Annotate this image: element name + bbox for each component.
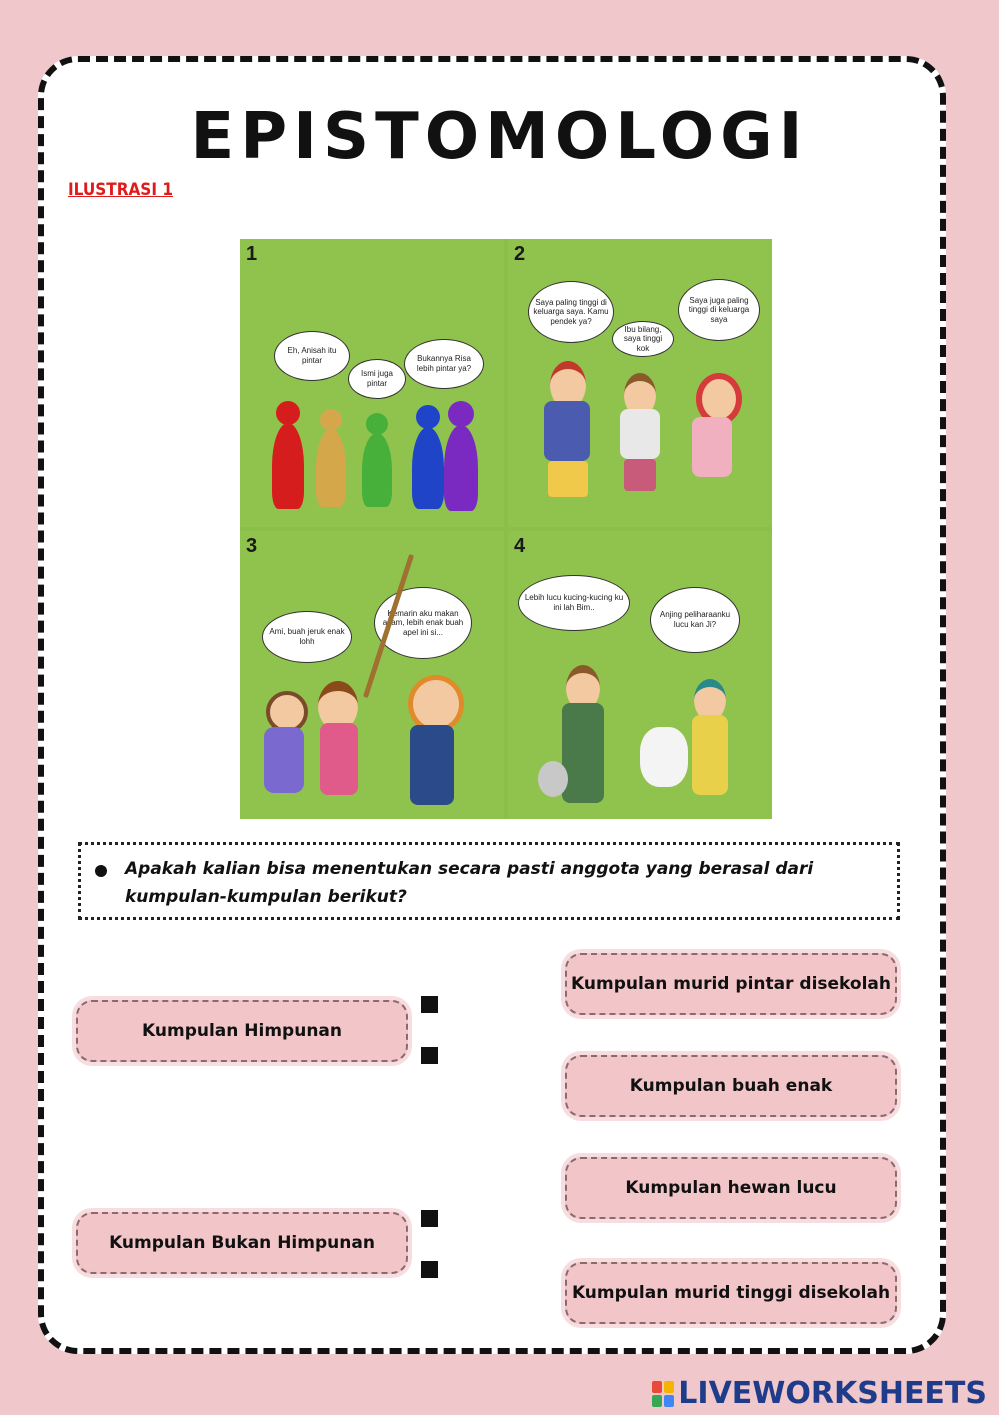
speech-bubble: Saya juga paling tinggi di keluarga saya xyxy=(678,279,760,341)
speech-bubble: Bukannya Risa lebih pintar ya? xyxy=(404,339,484,389)
speech-bubble: Anjing peliharaanku lucu kan Ji? xyxy=(650,587,740,653)
purple-figure xyxy=(444,425,478,511)
speech-bubble: Lebih lucu kucing-kucing ku ini lah Bim.. xyxy=(518,575,630,631)
comic-panel-1 xyxy=(240,239,504,527)
boy-body xyxy=(692,715,728,795)
option-hewan-lucu[interactable]: Kumpulan hewan lucu xyxy=(565,1157,897,1219)
speech-bubble: Ismi juga pintar xyxy=(348,359,406,399)
comic-panel-2 xyxy=(508,239,772,527)
boy-body xyxy=(320,723,358,795)
yellow-figure xyxy=(316,429,346,507)
option-murid-pintar[interactable]: Kumpulan murid pintar disekolah xyxy=(565,953,897,1015)
question-text: Apakah kalian bisa menentukan secara pasti anggota yang berasal dari kumpulan-kumpulan berikut? xyxy=(125,859,814,907)
panel-number: 4 xyxy=(514,535,526,557)
panel-number: 3 xyxy=(246,535,258,557)
panel-number: 1 xyxy=(246,243,258,265)
comic-panel-3 xyxy=(240,531,504,819)
option-murid-tinggi[interactable]: Kumpulan murid tinggi disekolah xyxy=(565,1262,897,1324)
comic-panel-4 xyxy=(508,531,772,819)
boy-shorts xyxy=(548,461,588,497)
speech-bubble: Kemarin aku makan asam, lebih enak buah apel ini si... xyxy=(374,587,472,659)
brand-name: LIVEWORKSHEETS xyxy=(678,1376,987,1411)
girl-body xyxy=(264,727,304,793)
figure-head xyxy=(448,401,474,427)
speech-bubble: Ibu bilang, saya tinggi kok xyxy=(612,321,674,357)
panel-number: 2 xyxy=(514,243,526,265)
liveworksheets-icon xyxy=(652,1381,674,1407)
girl-dress xyxy=(692,417,732,477)
speech-bubble: Ami, buah jeruk enak lohh xyxy=(262,611,352,663)
category-bukan-himpunan[interactable]: Kumpulan Bukan Himpunan xyxy=(76,1212,408,1274)
cat xyxy=(538,761,568,797)
figure-head xyxy=(416,405,440,429)
figure-head xyxy=(276,401,300,425)
drop-slot[interactable] xyxy=(421,1047,438,1064)
bullet-icon xyxy=(95,865,107,877)
brand-logo xyxy=(652,1376,987,1411)
green-figure xyxy=(362,433,392,507)
white-dog xyxy=(640,727,688,787)
drop-slot[interactable] xyxy=(421,1261,438,1278)
page-title: EPISTOMOLOGI xyxy=(190,100,809,174)
drop-slot[interactable] xyxy=(421,1210,438,1227)
girl-overall xyxy=(410,725,454,805)
figure-head xyxy=(320,409,342,431)
blue-figure xyxy=(412,427,444,509)
question-box xyxy=(78,842,900,920)
drop-slot[interactable] xyxy=(421,996,438,1013)
option-buah-enak[interactable]: Kumpulan buah enak xyxy=(565,1055,897,1117)
illustration-label: ILUSTRASI 1 xyxy=(68,180,173,200)
boy-shirt xyxy=(620,409,660,459)
boy-shorts xyxy=(624,459,656,491)
speech-bubble: Saya paling tinggi di keluarga saya. Kamu pendek ya? xyxy=(528,281,614,343)
category-himpunan[interactable]: Kumpulan Himpunan xyxy=(76,1000,408,1062)
boy-body xyxy=(562,703,604,803)
figure-head xyxy=(366,413,388,435)
comic-illustration xyxy=(240,239,772,819)
red-figure xyxy=(272,423,304,509)
speech-bubble: Eh, Anisah itu pintar xyxy=(274,331,350,381)
boy-shirt xyxy=(544,401,590,461)
